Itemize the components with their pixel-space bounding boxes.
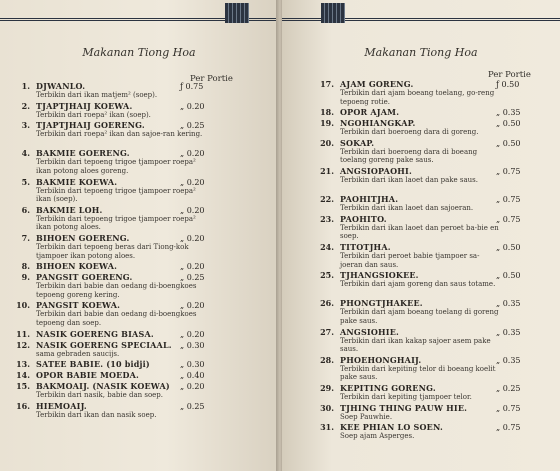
menu-item-number: 27. xyxy=(320,326,334,337)
menu-item-number: 30. xyxy=(320,402,334,413)
menu-item-number: 5. xyxy=(21,176,30,187)
menu-item-number: 23. xyxy=(320,213,334,224)
menu-item-number: 19. xyxy=(320,118,334,129)
menu-item-name: TJAPTJHAIJ GOERENG. xyxy=(36,120,145,131)
menu-item-name: ANGSIOPAOHI. xyxy=(340,166,412,176)
menu-item-number: 13. xyxy=(16,359,30,370)
menu-item-price: „ 0.20 xyxy=(180,329,205,339)
menu-item-name: NGOHIANGKAP. xyxy=(340,118,416,129)
menu-item-price: „ 0.30 xyxy=(180,360,205,370)
menu-item-name: PANGSIT GOERENG. xyxy=(36,272,133,283)
menu-item-number: 3. xyxy=(21,120,30,131)
menu-item-number: 25. xyxy=(320,270,334,281)
menu-item-description: Terbikin dari babie dan oedang di-boengkoes tepoeng dan soep. xyxy=(36,310,197,327)
menu-item-name: PHOEHONGHAIJ. xyxy=(340,354,422,365)
menu-item-description: Terbikin dari ikan laoet dan sajoeran. xyxy=(340,204,474,213)
menu-item-description: Terbikin dari nasik, babie dan soep. xyxy=(36,391,164,400)
menu-item-number: 2. xyxy=(21,100,30,111)
menu-item-price: „ 0.20 xyxy=(180,205,205,215)
menu-item-name: OPOR BABIE MOEDA. xyxy=(36,370,139,381)
menu-item-description: Terbikin dari tepoeng trigoe tjampoer roepa² ikan (soep). xyxy=(36,186,196,204)
menu-item-price: „ 0.30 xyxy=(180,340,205,350)
menu-item-number: 15. xyxy=(16,381,30,392)
menu-item-description: Terbikin dari kepiting tjampoer telor. xyxy=(340,393,472,401)
menu-item-price: „ 0.75 xyxy=(496,403,521,413)
menu-item-price: ƒ 0.75 xyxy=(180,82,204,91)
menu-item-number: 10. xyxy=(16,300,30,311)
menu-item-price: „ 0.35 xyxy=(496,108,521,118)
menu-item-price: „ 0.20 xyxy=(180,177,205,187)
menu-item-name: PAOHITO. xyxy=(340,213,387,224)
menu-item-number: 4. xyxy=(21,148,30,159)
menu-item-number: 18. xyxy=(320,107,334,118)
menu-item-price: „ 0.35 xyxy=(496,355,521,365)
menu-item-number: 12. xyxy=(16,339,30,350)
menu-item-description: sama gebraden saucijs. xyxy=(36,349,120,358)
menu-item-price: „ 0.20 xyxy=(180,101,205,111)
menu-item-price: „ 0.40 xyxy=(180,371,205,381)
menu-item-number: 6. xyxy=(21,204,30,215)
menu-item-name: BAKMIE KOEWA. xyxy=(36,176,118,187)
menu-item-price: „ 0.20 xyxy=(180,149,205,159)
menu-item-price: „ 0.25 xyxy=(496,384,521,393)
menu-item-price: „ 0.75 xyxy=(496,214,521,224)
menu-item-number: 28. xyxy=(320,354,334,365)
menu-item-price: „ 0.50 xyxy=(496,138,521,148)
menu-item-number: 22. xyxy=(320,194,334,205)
menu-item-description: Terbikin dari ajam boeang toelang di goreng pake saus. xyxy=(340,308,499,325)
menu-item-name: DJWANLO. xyxy=(36,81,86,91)
per-portie-label: Per Portie xyxy=(190,74,233,84)
menu-item-description: Terbikin dari kepiting telor di boeang koelit pake saus. xyxy=(340,364,496,382)
menu-item-number: 17. xyxy=(320,79,334,89)
menu-item-price: „ 0.20 xyxy=(180,234,205,243)
menu-item-description: Terbikin dari ikan matjem² (soep). xyxy=(36,91,158,99)
menu-item-description: Terbikin dari roepa² ikan dan sajoe-ran kering. xyxy=(36,130,203,139)
menu-item-description: Terbikin dari ikan dan nasik soep. xyxy=(36,410,157,419)
menu-item-number: 29. xyxy=(320,383,334,393)
menu-item-price: „ 0.50 xyxy=(496,271,521,281)
menu-item-name: TJHANGSIOKEE. xyxy=(340,270,419,281)
menu-item-description: Terbikin dari ikan laoet dan peroet ba-bie en soep. xyxy=(340,223,499,241)
ornament-square-icon xyxy=(222,0,252,26)
menu-item-description: Terbikin dari tepoeng trigoe tjampoer roepa² ikan potong aloes. xyxy=(36,214,196,232)
menu-item-name: TJHING THING PAUW HIE. xyxy=(340,402,468,413)
menu-item-description: Terbikin dari ajam goreng dan saus totame. xyxy=(340,280,496,289)
menu-item-price: „ 0.20 xyxy=(180,382,205,392)
menu-item-price: „ 0.20 xyxy=(180,301,205,311)
menu-item-name: SOKAP. xyxy=(340,137,375,148)
menu-item-price: „ 0.25 xyxy=(180,401,205,411)
menu-item-name: TJAPTJHAIJ KOEWA. xyxy=(36,100,133,111)
menu-item-price: „ 0.35 xyxy=(496,327,521,337)
menu-item-number: 11. xyxy=(16,328,30,339)
menu-item-name: NASIK GOERENG SPECIAAL. xyxy=(36,339,172,350)
menu-item-name: OPOR AJAM. xyxy=(340,107,400,118)
menu-item-description: Soep Pauwhie. xyxy=(340,412,393,421)
menu-item-number: 24. xyxy=(320,242,334,252)
left-page xyxy=(0,0,278,471)
menu-item-name: BAKMOAIJ. (NASIK KOEWA) xyxy=(36,381,170,392)
menu-item-description: Terbikin dari boeroeng dara di goreng. xyxy=(340,128,479,137)
menu-item-name: BAKMIE LOH. xyxy=(36,204,103,215)
menu-item-name: PANGSIT KOEWA. xyxy=(36,300,121,311)
page-title: Makanan Tiong Hoa xyxy=(364,46,478,59)
menu-item-name: ANGSIOHIE. xyxy=(340,326,400,337)
page-title: Makanan Tiong Hoa xyxy=(82,46,196,59)
per-portie-label: Per Portie xyxy=(488,70,531,80)
menu-item-price: „ 0.25 xyxy=(180,273,205,283)
menu-item-number: 7. xyxy=(21,233,30,243)
menu-item-description: Terbikin dari ikan kakap sajoer asem pake saus. xyxy=(340,336,491,354)
menu-item-name: NASIK GOERENG BIASA. xyxy=(36,328,154,339)
menu-item-name: PAOHITJHA. xyxy=(340,194,399,205)
menu-item-number: 20. xyxy=(320,137,334,148)
menu-item-price: „ 0.50 xyxy=(496,119,521,129)
menu-item-name: KEE PHIAN LO SOEN. xyxy=(340,422,443,433)
menu-item-name: HIEMOAIJ. xyxy=(36,400,87,411)
menu-item-name: SATEE BABIE. (10 bidji) xyxy=(36,359,150,370)
menu-item-name: PHONGTJHAKEE. xyxy=(340,298,423,309)
menu-item-number: 31. xyxy=(320,422,334,433)
menu-item-name: TITOTJHA. xyxy=(340,242,391,252)
menu-item-name: AJAM GORENG. xyxy=(340,79,414,89)
menu-item-price: „ 0.75 xyxy=(496,423,521,433)
menu-item-number: 16. xyxy=(16,400,30,411)
menu-item-number: 21. xyxy=(320,166,334,176)
menu-item-description: Soep ajam Asperges. xyxy=(340,432,415,441)
menu-item-price: „ 0.50 xyxy=(496,243,521,252)
menu-item-number: 14. xyxy=(16,370,30,381)
menu-item-description: Terbikin dari tepoeng trigoe tjampoer roepa² ikan potong aloes goreng. xyxy=(36,158,196,175)
menu-item-price: „ 0.25 xyxy=(180,121,205,131)
menu-item-price: „ 0.35 xyxy=(496,299,521,309)
menu-item-number: 9. xyxy=(21,272,30,283)
menu-item-name: BIHOEN GOERENG. xyxy=(36,233,130,243)
right-page xyxy=(282,0,560,471)
menu-item-description: Terbikin dari babie dan oedang di-boengkoes tepoeng goreng kering. xyxy=(36,282,197,299)
menu-item-description: Terbikin dari roepa² ikan (soep). xyxy=(36,110,151,119)
menu-item-description: Terbikin dari ajam boeang toelang, go-reng tepoeng rotie. xyxy=(340,89,495,106)
menu-item-number: 8. xyxy=(21,261,30,272)
menu-item-description: Terbikin dari peroet babie tjampoer sa-joeran dan saus. xyxy=(340,252,480,269)
menu-item-name: KEPITING GORENG. xyxy=(340,383,436,393)
menu-item-number: 26. xyxy=(320,298,334,309)
menu-item-price: ƒ 0.50 xyxy=(496,80,520,89)
menu-item-description: Terbikin dari ikan laoet dan pake saus. xyxy=(340,176,478,184)
menu-item-description: Terbikin dari tepoeng beras dari Tiong-kok tjampoer ikan potong aloes. xyxy=(36,243,189,260)
menu-item-price: „ 0.75 xyxy=(496,167,521,176)
menu-item-price: „ 0.75 xyxy=(496,195,521,205)
menu-item-price: „ 0.20 xyxy=(180,262,205,272)
ornament-square-icon xyxy=(318,0,348,26)
menu-item-description: Terbikin dari boeroeng dara di boeang toelang goreng pake saus. xyxy=(340,147,478,165)
menu-item-name: BAKMIE GOERENG. xyxy=(36,148,130,159)
menu-item-number: 1. xyxy=(21,81,30,91)
menu-item-name: BIHOEN KOEWA. xyxy=(36,261,118,272)
